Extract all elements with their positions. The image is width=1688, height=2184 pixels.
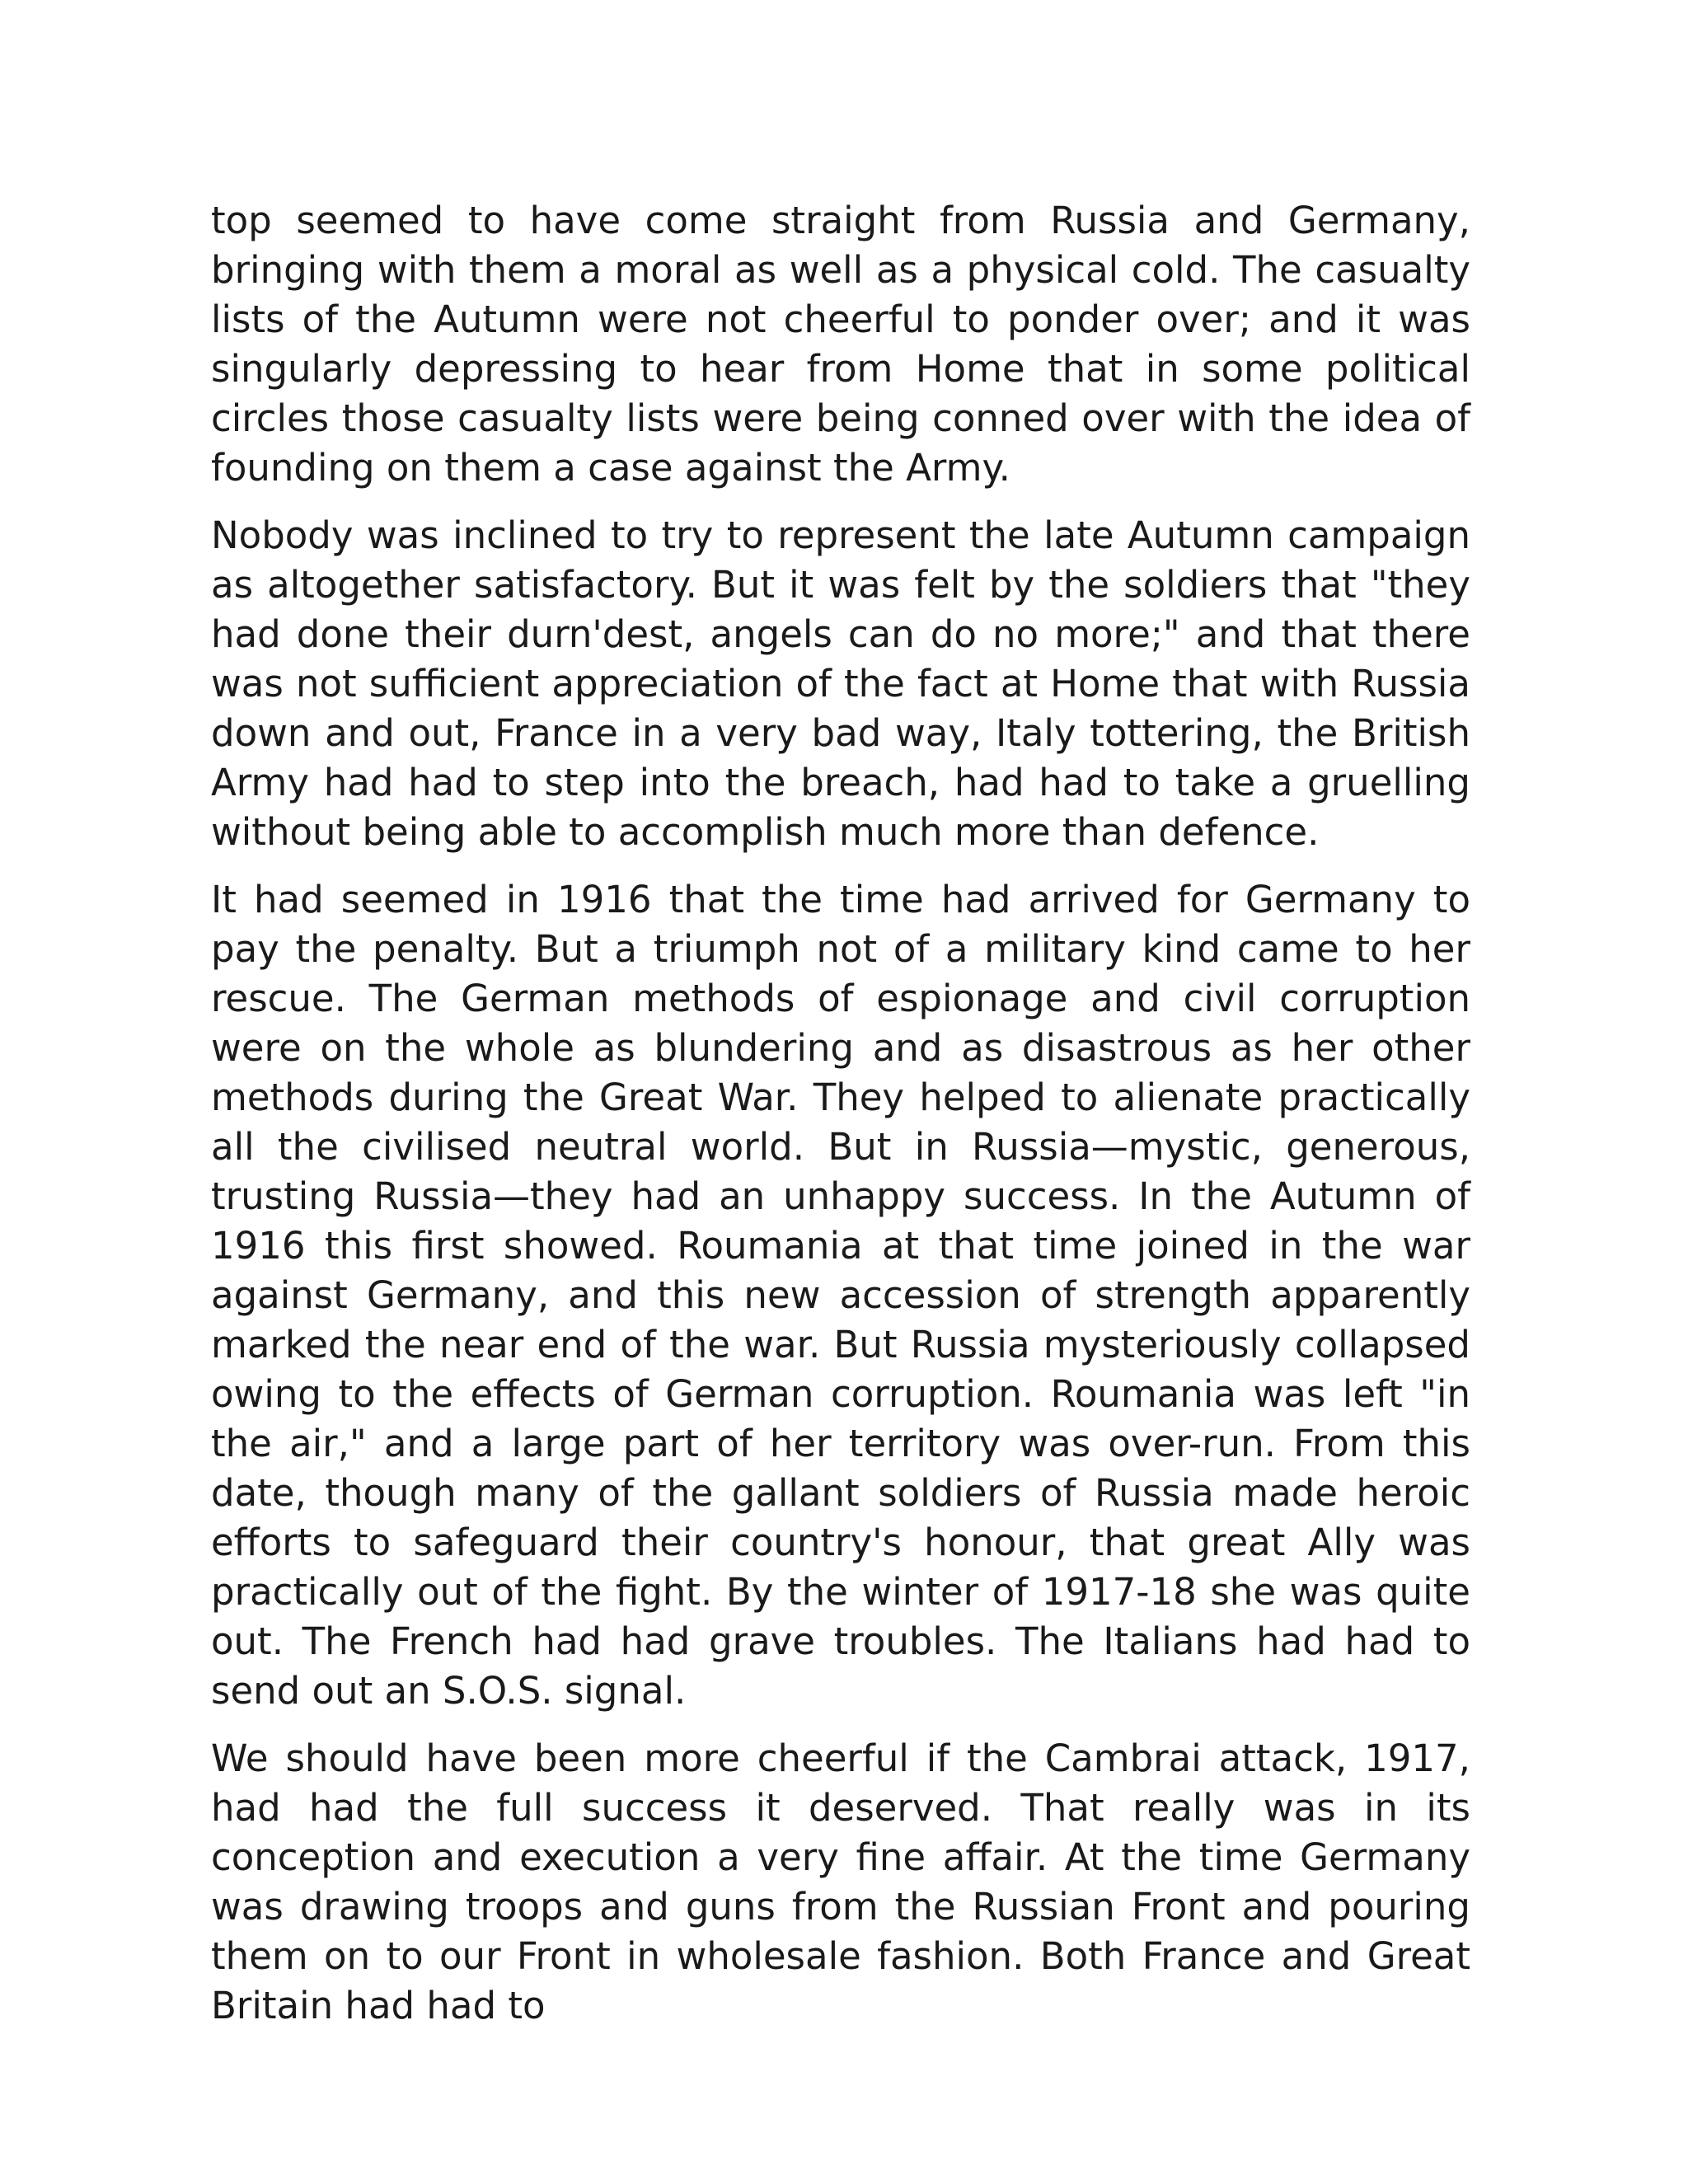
paragraph-2: Nobody was inclined to try to represent the late Autumn campaign as altogether satisfactory. But it was felt by the soldiers that "they had done their durn'dest, angels can do no more;" and that there was not sufficient appreciation of the fact at Home that with Russia down and out, France in a very bad way, Italy tottering, the British Army had had to step into the breach, had had to take a gruelling without being able to accomplish much more than defence. [211, 513, 1470, 854]
paragraph-4: We should have been more cheerful if the Cambrai attack, 1917, had had the full success it deserved. That really was in its conception and execution a very fine affair. At the time Germany was drawing troops and guns from the Russian Front and pouring them on to our Front in wholesale fashion. Both France and Great Britain had had to [211, 1736, 1470, 2027]
body-text [211, 196, 1470, 2049]
paragraph-1: top seemed to have come straight from Russia and Germany, bringing with them a moral as well as a physical cold. The casualty lists of the Autumn were not cheerful to ponder over; and it was singularly depressing to hear from Home that in some political circles those casualty lists were being conned over with the idea of founding on them a case against the Army. [211, 199, 1470, 490]
paragraph-3: It had seemed in 1916 that the time had arrived for Germany to pay the penalty. But a triumph not of a military kind came to her rescue. The German methods of espionage and civil corruption were on the whole as blundering and as disastrous as her other methods during the Great War. They helped to alienate practically all the civilised neutral world. But in Russia—mystic, generous, trusting Russia—they had an unhappy success. In the Autumn of 1916 this first showed. Roumania at that time joined in the war against Germany, and this new accession of strength apparently marked the near end of the war. But Russia mysteriously collapsed owing to the effects of German corruption. Roumania was left "in the air," and a large part of her territory was over-run. From this date, though many of the gallant soldiers of Russia made heroic efforts to safeguard their country's honour, that great Ally was practically out of the fight. By the winter of 1917-18 she was quite out. The French had had grave troubles. The Italians had had to send out an S.O.S. signal. [211, 878, 1470, 1713]
